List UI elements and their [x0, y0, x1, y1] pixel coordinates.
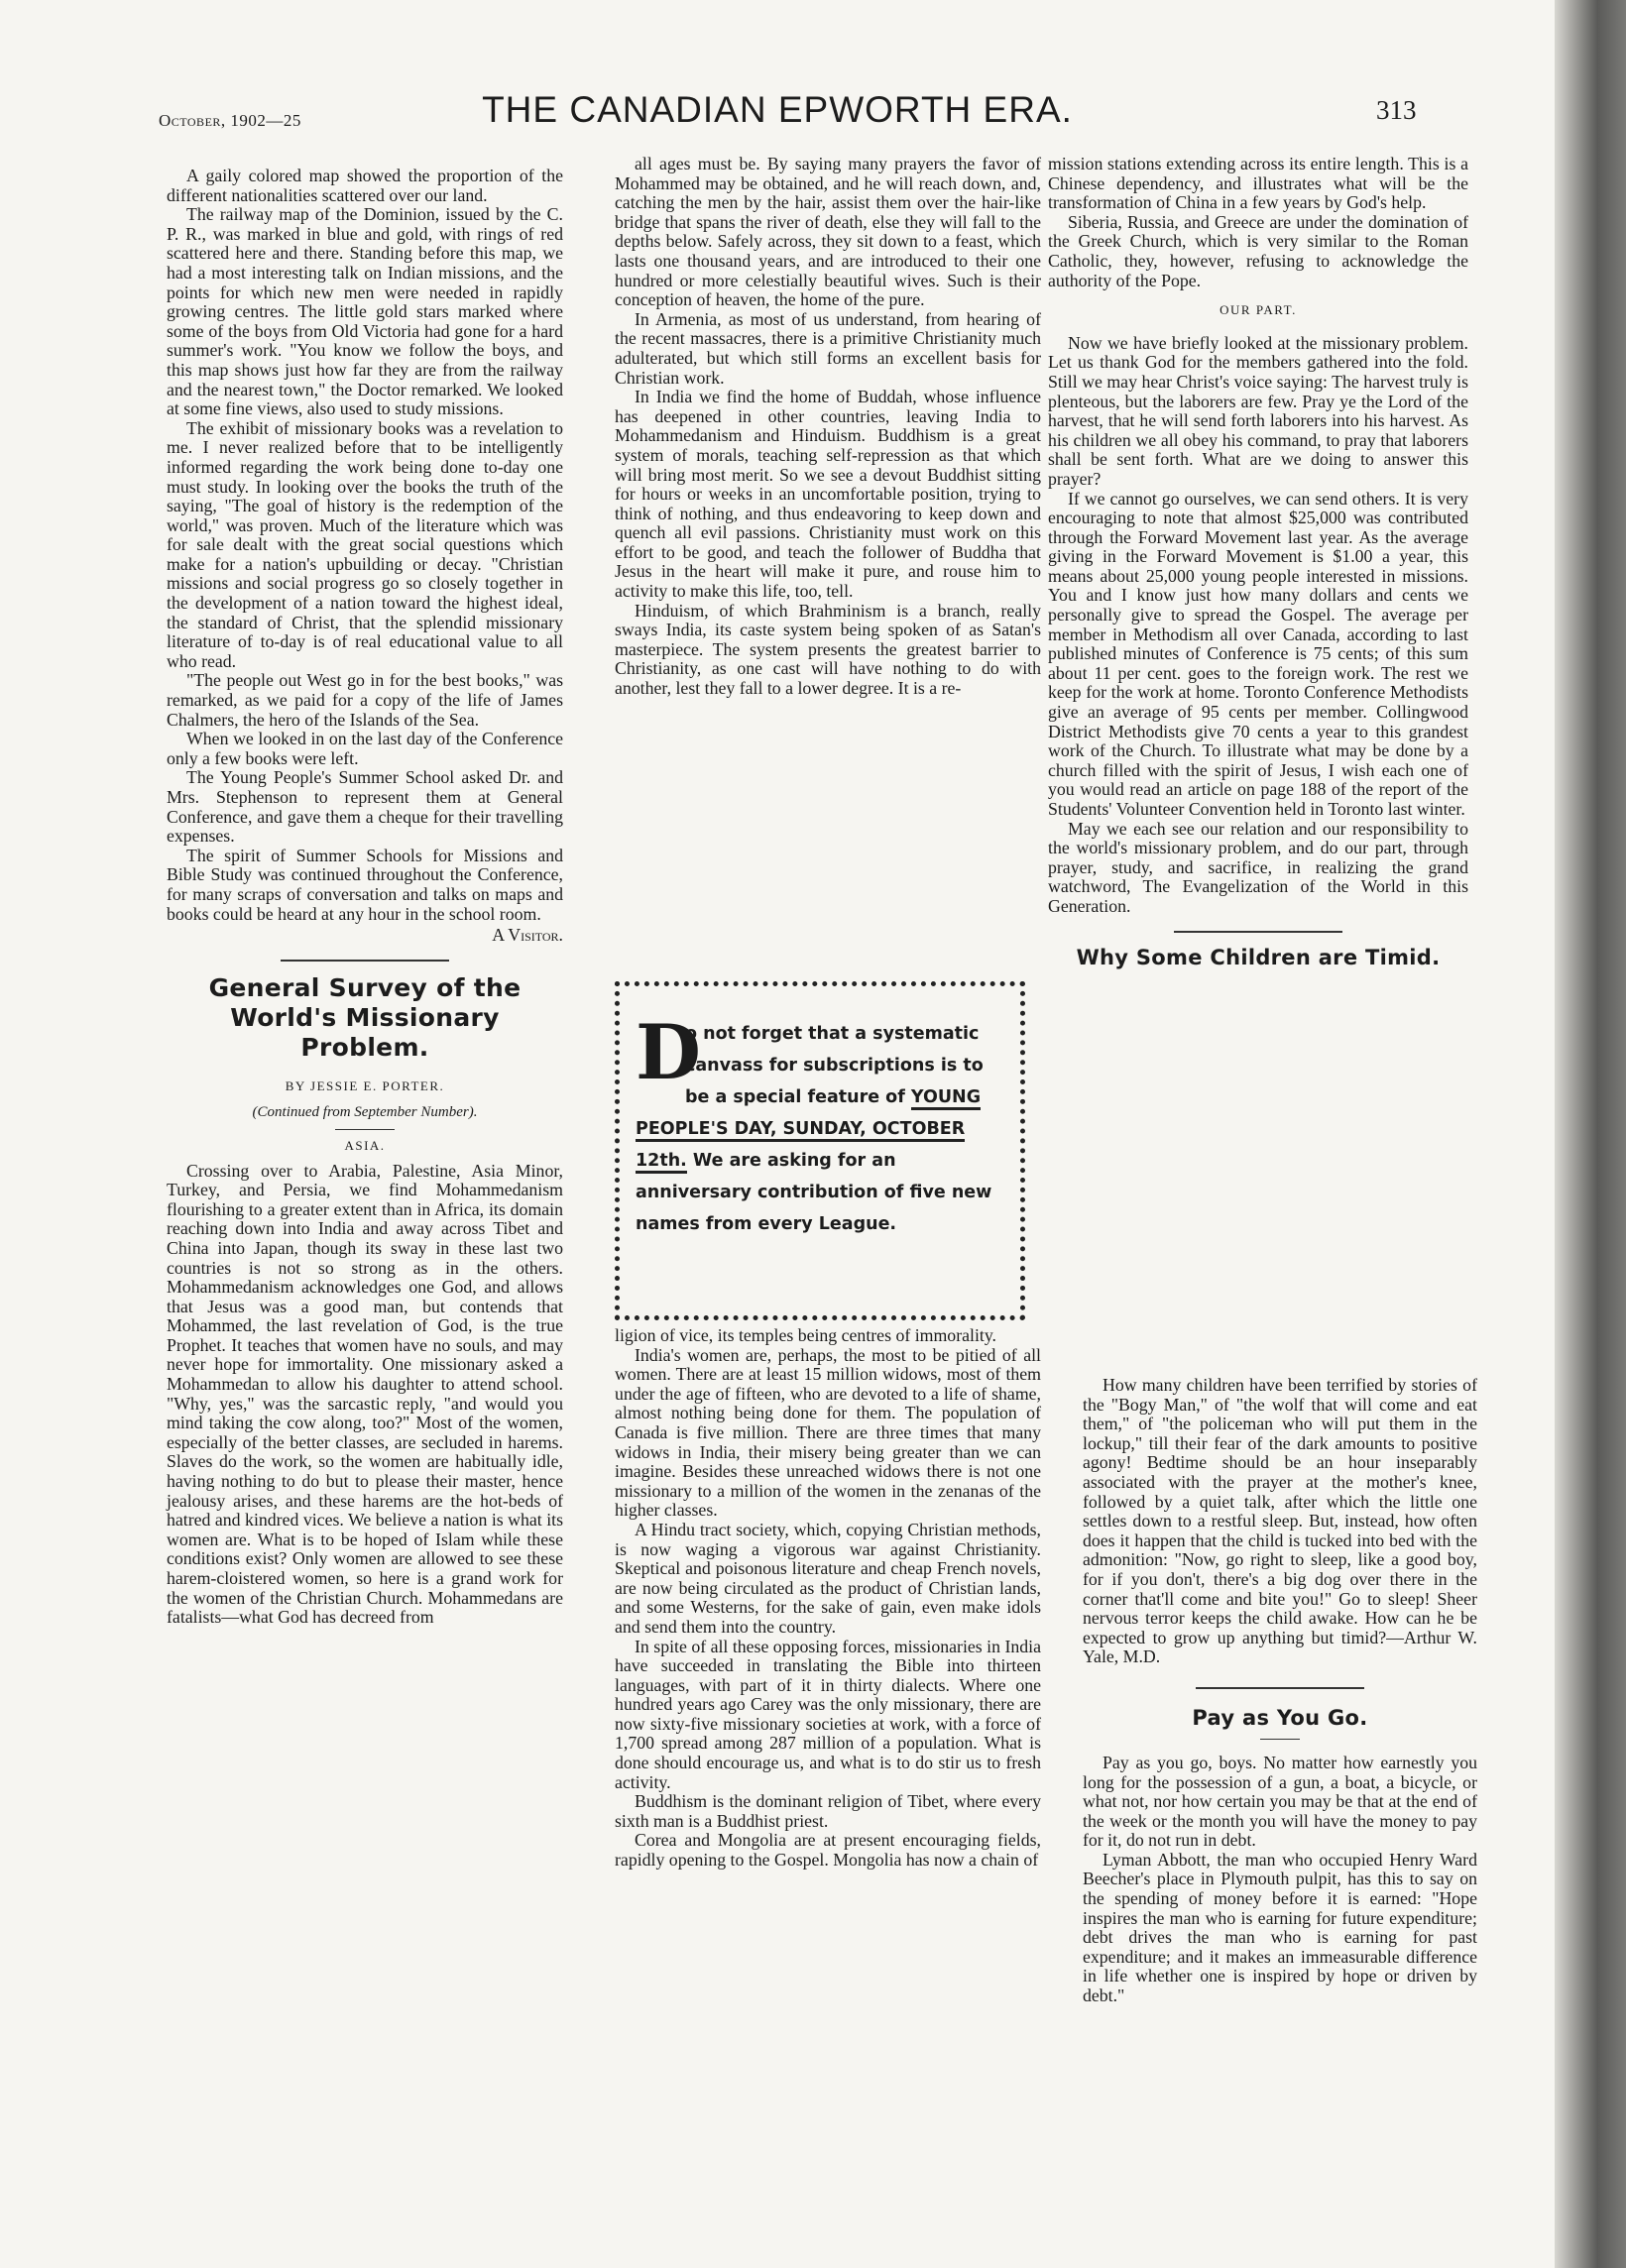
- paragraph: Hinduism, of which Brahminism is a branch, really sways India, its caste system being spoken of as Satan's masterpiece. The system presents the greatest barrier to Christianity, as one cast will have nothing to do with another, lest they fall to a lower degree. It is a re-: [615, 600, 1041, 699]
- divider: [1196, 1687, 1364, 1689]
- divider: [1174, 931, 1342, 933]
- book-binding-edge: [1555, 0, 1626, 2268]
- paragraph: In Armenia, as most of us understand, from hearing of the recent massacres, there is a primitive Christianity much adulterated, but which still forms an excellent basis for Christian work.: [615, 308, 1041, 388]
- issue-date: October, 1902—25: [159, 111, 301, 130]
- paragraph: "The people out West go in for the best books," was remarked, as we paid for a copy of the life of James Chalmers, the hero of the Islands of the Sea.: [167, 670, 563, 730]
- column-2: [615, 155, 1041, 699]
- divider: [281, 960, 449, 962]
- paragraph: Lyman Abbott, the man who occupied Henry Ward Beecher's place in Plymouth pulpit, has this to say on the spending of money before it is earned: "Hope inspires the man who is earning for future expenditure; debt drives the man who is earning for past expenditure; and it makes an immeasurable difference in life whether one is inspired by hope or driven by debt.": [1083, 1849, 1477, 2006]
- article-title: General Survey of the World's Missionary Problem.: [208, 972, 522, 1062]
- paragraph: The railway map of the Dominion, issued by the C. P. R., was marked in blue and gold, with rings of red scattered here and there. Standing before this map, we had a most interesting talk on Indian missions, and the points for which new men were needed in rapidly growing centres. The little gold stars marked where some of the boys from Old Victoria had gone for a hard summer's work. "You know we follow the boys, and this map shows just how far they are from the railway and the nearest town," the Doctor remarked. We looked at some fine views, also used to study missions.: [167, 204, 563, 419]
- paragraph: May we each see our relation and our responsibility to the world's missionary problem, and do our part, through prayer, study, and sacrifice, in realizing the grand watchword, The Evangelization of the World in this Generation.: [1048, 818, 1468, 916]
- paragraph: The exhibit of missionary books was a revelation to me. I never realized before that to be intelligently informed regarding the work being done to-day one must study. In looking over the books the truth of the saying, "The goal of history is the redemption of the world," was proven. Much of the literature which was for sale dealt with the great social questions which make for a nation's upbuilding or decay. "Christian missions and social progress go so closely together in the development of a nation toward the highest ideal, the standard of Christ, that the splendid missionary literature of to-day is of real educational value to all who read.: [167, 417, 563, 671]
- section-subhead: OUR PART.: [1220, 302, 1297, 318]
- paragraph: ligion of vice, its temples being centres of immorality.: [615, 1325, 997, 1345]
- column-2-continued: [615, 1326, 1041, 1871]
- subscription-notice-box: [615, 981, 1025, 1320]
- column-3-continued: [1083, 1376, 1477, 2006]
- article-title: Pay as You Go.: [1192, 1705, 1368, 1730]
- page-number: 313: [1376, 95, 1417, 125]
- paragraph: In spite of all these opposing forces, missionaries in India have succeeded in translating the Bible into thirteen languages, with part of it in thirty dialects. Where one hundred years ago Carey was the only missionary, there are now sixty-five missionary societies at work, with a force of 1,700 spread among 287 million of a population. What is done should encourage us, and what is to do stir us to fresh activity.: [615, 1636, 1041, 1792]
- section-subhead: ASIA.: [344, 1137, 386, 1153]
- paragraph: How many children have been terrified by stories of the "Bogy Man," of "the wolf that will come and eat them," of "the policeman who will put them in the lockup," till their fear of the dark amounts to positive agony! Bedtime should be an hour inseparably associated with the prayer at the mother's knee, followed by a quiet talk, after which the little one settles down to a restful sleep. But, instead, how often does it happen that the child is tucked into bed with the admonition: "Now, go right to sleep, like a good boy, for if you don't, there's a big dog over there in the corner that'll come and bite you!" Go to sleep! Sheer nervous terror keeps the child awake. How can he be expected to grow up anything but timid?—Arthur W. Yale, M.D.: [1083, 1375, 1477, 1667]
- continued-note: (Continued from September Number).: [252, 1104, 478, 1121]
- paragraph: Crossing over to Arabia, Palestine, Asia Minor, Turkey, and Persia, we find Mohammedanism flourishing to a greater extent than in Africa, its domain reaching down into India and away across Tibet and China into Japan, though its sway in these last two countries is not so strong as in the others. Mohammedanism acknowledges one God, and allows that Jesus was a good man, but contends that Mohammed, the last revelation of God, is the true Prophet. It teaches that women have no souls, and may never hope for immortality. One missionary asked a Mohammedan to allow his daughter to attend school. "Why, yes," was the sarcastic reply, "and would you mind taking the cow along, too?" Most of the women, especially of the better classes, are secluded in harems. Slaves do the work, so the women are habitually idle, having nothing to do but to please their master, hence jealousy arises, and these harems are the hot-beds of hatred and kindred vices. We believe a nation is what its women are. What is to be hoped of Islam while these conditions exist? Only women are allowed to see these harem-cloistered women, so here is a grand work for the women of the Christian Church. Mohammedans are fatalists—what God has decreed from: [167, 1160, 563, 1628]
- paragraph: In India we find the home of Buddah, whose influence has deepened in other countries, leaving India to Mohammedanism and Hinduism. Buddhism is a great system of morals, teaching self-repression as that which will bring most merit. So we see a devout Buddhist sitting for hours or weeks in an uncomfortable position, trying to think of nothing, and thus endeavoring to keep down and quench all evil passions. Christianity must work on this effort to be good, and teach the follower of Buddha that Jesus in the heart will make it pure, and rouse him to activity to make this life, too, tell.: [615, 387, 1041, 602]
- byline: BY JESSIE E. PORTER.: [285, 1077, 445, 1093]
- paragraph: A Hindu tract society, which, copying Christian methods, is now waging a vigorous war against Christianity. Skeptical and poisonous literature and cheap French novels, are now being circulated as the product of Christian lands, and some Westerns, for the sake of gain, even make idols and send them into the country.: [615, 1519, 1041, 1637]
- divider: [335, 1129, 395, 1130]
- column-3: [1048, 155, 1468, 978]
- notice-text-before: o not forget that a systematic canvass for subscriptions is to be a special feature of: [685, 1024, 984, 1107]
- paragraph: all ages must be. By saying many prayers the favor of Mohammed may be obtained, and he will reach down, and, catching the men by the hair, assist them over the hair-like bridge that spans the river of death, else they will fall to the depths below. Safely across, they sit down to a feast, which lasts one thousand years, and are introduced to their one hundred or more celestially beautiful wives. Such is their conception of heaven, the home of the pure.: [615, 154, 1041, 310]
- paragraph: The Young People's Summer School asked Dr. and Mrs. Stephenson to represent them at General Conference, and gave them a cheque for their travelling expenses.: [167, 767, 563, 847]
- signature: A Visitor.: [492, 925, 563, 946]
- notice-highlight: YOUNG PEOPLE'S DAY, SUNDAY, OCTOBER 12th.: [636, 1087, 981, 1174]
- paragraph: A gaily colored map showed the proportion of the different nationalities scattered over our land.: [167, 166, 563, 205]
- paragraph: mission stations extending across its entire length. This is a Chinese dependency, and illustrates what will be the transformation of China in a few years by God's help.: [1048, 154, 1468, 213]
- notice-text-after: We are asking for an anniversary contribution of five new names from every League.: [636, 1151, 992, 1234]
- paragraph: The spirit of Summer Schools for Missions and Bible Study was continued throughout the Conference, for many scraps of conversation and talks on maps and books could be heard at any hour in the school room.: [167, 845, 563, 924]
- paragraph: Corea and Mongolia are at present encouraging fields, rapidly opening to the Gospel. Mongolia has now a chain of: [615, 1830, 1041, 1871]
- paragraph: If we cannot go ourselves, we can send others. It is very encouraging to note that almost $25,000 was contributed through the Forward Movement last year. As the average giving in the Forward Movement is $1.00 a year, this means about 25,000 young people interested in missions. You and I know just how many dollars and cents we personally give to spread the Gospel. The average per member in Methodism all over Canada, according to last published minutes of Conference is 75 cents; of this sum about 11 per cent. goes to the foreign work. The rest we keep for the work at home. Toronto Conference Methodists give an average of 95 cents per member. Collingwood District Methodists give 70 cents a year to this grandest work of the Church. To illustrate what may be done by a church filled with the spirit of Jesus, I wish each one of you would read an article on page 188 of the report of the Students' Volunteer Convention held in Toronto last winter.: [1048, 488, 1468, 819]
- column-1: [167, 167, 563, 1628]
- paragraph: Buddhism is the dominant religion of Tibet, where every sixth man is a Buddhist priest.: [615, 1791, 1041, 1831]
- page-header: [0, 89, 1555, 139]
- notice-text: [636, 1008, 1002, 1240]
- paragraph: When we looked in on the last day of the Conference only a few books were left.: [167, 729, 563, 768]
- paragraph: Now we have briefly looked at the missionary problem. Let us thank God for the members gathered into the fold. Still we may hear Christ's voice saying: The harvest truly is plenteous, but the laborers are few. Pray ye the Lord of the harvest, that he will send forth laborers into his harvest. As his children we all obey his command, to pray that laborers shall be sent forth. What are we doing to answer this prayer?: [1048, 332, 1468, 489]
- drop-cap: D: [636, 1008, 701, 1096]
- masthead-title: THE CANADIAN EPWORTH ERA.: [482, 89, 1073, 130]
- divider: [1260, 1739, 1300, 1740]
- paragraph: Siberia, Russia, and Greece are under the domination of the Greek Church, which is very similar to the Roman Catholic, they, however, refusing to acknowledge the authority of the Pope.: [1048, 211, 1468, 290]
- paragraph: India's women are, perhaps, the most to be pitied of all women. There are at least 15 million widows, most of them under the age of fifteen, who are devoted to a life of shame, almost nothing being done for them. The population of Canada is five million. There are three times that many widows in India, their misery being greater than we can imagine. Besides these unreached widows there is not one missionary to a million of the women in the zenanas of the higher classes.: [615, 1344, 1041, 1521]
- paragraph: Pay as you go, boys. No matter how earnestly you long for the possession of a gun, a boat, a bicycle, or what not, nor how certain you may be that at the end of the week or the month you will have the money to pay for it, do not run in debt.: [1083, 1752, 1477, 1851]
- article-title: Why Some Children are Timid.: [1076, 945, 1441, 969]
